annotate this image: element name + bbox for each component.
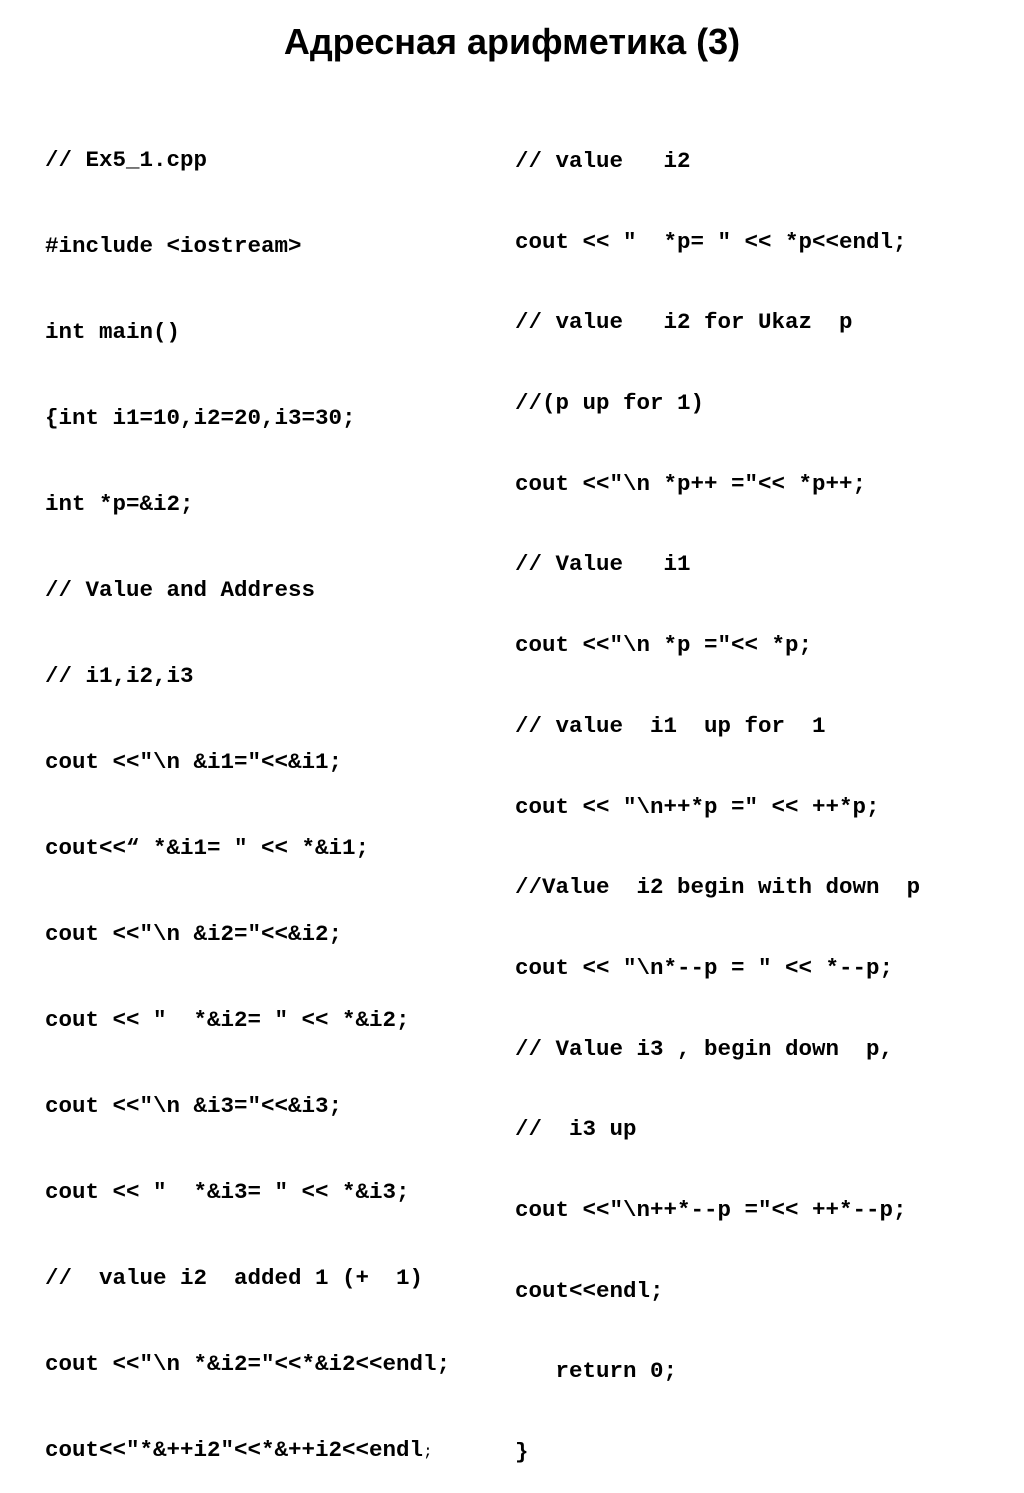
code-line: cout << "\n++*p =" << ++*p; [515,793,880,820]
code-line: } [515,1439,529,1465]
code-line: // i1,i2,i3 [45,663,194,689]
code-line: {int i1=10,i2=20,i3=30; [45,405,356,431]
code-line: cout << " *&i2= " << *&i2; [45,1007,410,1033]
code-line: cout <<"\n *p++ ="<< *p++; [515,470,867,497]
code-line: cout <<"\n &i3="<<&i3; [45,1093,343,1119]
code-line: return 0; [515,1358,678,1385]
code-line-last-semicolon: ; [423,1443,433,1461]
code-line: cout<<endl; [515,1277,664,1304]
code-line: // Ex5_1.cpp [45,147,208,173]
code-line: cout <<"\n *p ="<< *p; [515,632,813,659]
code-line: // value i2 for Ukaz p [515,309,853,336]
code-line: // value i1 up for 1 [515,712,826,739]
code-line: cout << " *p= " << *p<<endl; [515,228,907,255]
code-line: // Value i1 [515,551,691,578]
code-line: cout << "\n*--p = " << *--p; [515,954,894,981]
code-line: cout <<"\n *&i2="<<*&i2<<endl; [45,1351,451,1377]
code-line: cout <<"\n++*--p ="<< ++*--p; [515,1196,907,1223]
right-code-block [515,95,920,1493]
code-line: cout<<“ *&i1= " << *&i1; [45,835,370,861]
code-line: cout <<"\n &i2="<<&i2; [45,921,343,947]
slide-title: Адресная арифметика (3) [283,21,741,62]
code-line: #include <iostream> [45,233,302,259]
code-line: // Value i3 , begin down p, [515,1035,894,1062]
code-line: // value i2 [515,148,691,174]
code-line: // Value and Address [45,577,316,603]
code-line: int main() [45,319,181,345]
code-line: //Value i2 begin with down p [515,874,921,901]
code-line-last [45,1433,450,1467]
left-code-block [45,91,450,1493]
code-line: //(p up for 1) [515,390,705,417]
code-line: // value i2 added 1 (+ 1) [45,1265,424,1291]
code-line: int *p=&i2; [45,491,194,517]
code-line: cout <<"\n &i1="<<&i1; [45,749,343,775]
code-line: cout << " *&i3= " << *&i3; [45,1179,410,1205]
code-line: // i3 up [515,1116,637,1143]
code-line-last-text: cout<<"*&++i2"<<*&++i2<<endl [45,1437,424,1463]
